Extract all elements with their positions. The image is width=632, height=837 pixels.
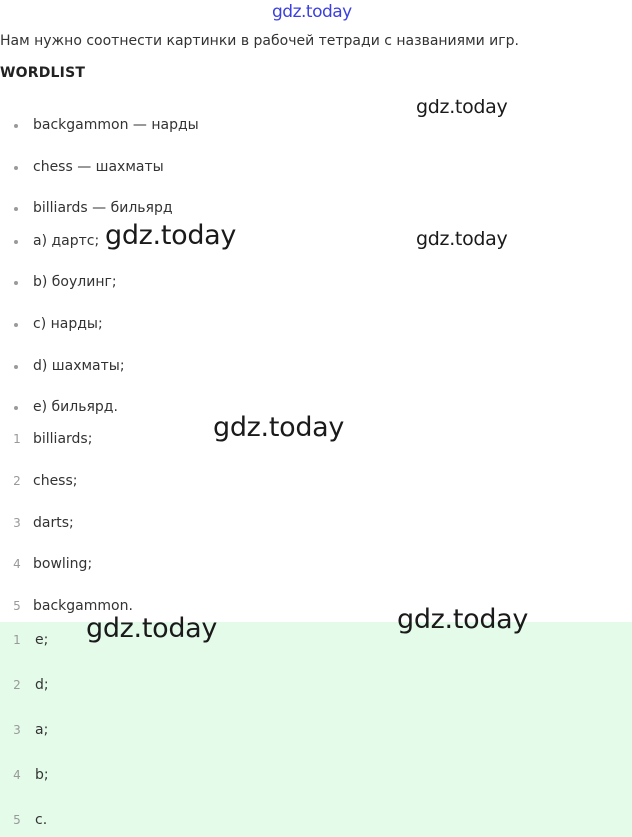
bullet-icon bbox=[14, 281, 18, 285]
numbered-item-text: backgammon. bbox=[33, 598, 133, 614]
item-number: 3 bbox=[13, 516, 21, 530]
list-item-text: b) боулинг; bbox=[33, 274, 117, 290]
bullet-icon bbox=[14, 323, 18, 327]
bullet-icon bbox=[14, 365, 18, 369]
answer-text: d; bbox=[35, 677, 49, 693]
numbered-item-text: bowling; bbox=[33, 556, 93, 572]
numbered-item-text: darts; bbox=[33, 515, 74, 531]
item-number: 3 bbox=[13, 723, 21, 737]
bullet-icon bbox=[14, 124, 18, 128]
wordlist-heading: WORDLIST bbox=[0, 65, 86, 81]
list-item-text: chess — шахматы bbox=[33, 159, 164, 175]
intro-text: Нам нужно соотнести картинки в рабочей тетради с названиями игр. bbox=[0, 33, 519, 49]
answer-text: c. bbox=[35, 812, 48, 828]
answer-text: e; bbox=[35, 632, 49, 648]
bullet-icon bbox=[14, 406, 18, 410]
item-number: 2 bbox=[13, 474, 21, 488]
watermark: gdz.today bbox=[105, 220, 237, 251]
watermark: gdz.today bbox=[416, 228, 508, 250]
numbered-item-text: billiards; bbox=[33, 431, 93, 447]
list-item-text: billiards — бильярд bbox=[33, 200, 173, 216]
item-number: 4 bbox=[13, 768, 21, 782]
item-number: 5 bbox=[13, 599, 21, 613]
answer-panel bbox=[0, 622, 632, 837]
item-number: 1 bbox=[13, 633, 21, 647]
watermark: gdz.today bbox=[416, 96, 508, 118]
numbered-item-text: chess; bbox=[33, 473, 78, 489]
bullet-icon bbox=[14, 240, 18, 244]
site-logo[interactable]: gdz.today bbox=[272, 2, 352, 22]
list-item-text: c) нарды; bbox=[33, 316, 103, 332]
item-number: 1 bbox=[13, 432, 21, 446]
bullet-icon bbox=[14, 166, 18, 170]
bullet-icon bbox=[14, 207, 18, 211]
item-number: 5 bbox=[13, 813, 21, 827]
watermark: gdz.today bbox=[397, 604, 529, 635]
list-item-text: a) дартс; bbox=[33, 233, 100, 249]
watermark: gdz.today bbox=[86, 613, 218, 644]
item-number: 2 bbox=[13, 678, 21, 692]
watermark: gdz.today bbox=[213, 412, 345, 443]
list-item-text: d) шахматы; bbox=[33, 358, 125, 374]
item-number: 4 bbox=[13, 557, 21, 571]
answer-text: b; bbox=[35, 767, 49, 783]
answer-text: a; bbox=[35, 722, 49, 738]
list-item-text: e) бильярд. bbox=[33, 399, 118, 415]
list-item-text: backgammon — нарды bbox=[33, 117, 199, 133]
